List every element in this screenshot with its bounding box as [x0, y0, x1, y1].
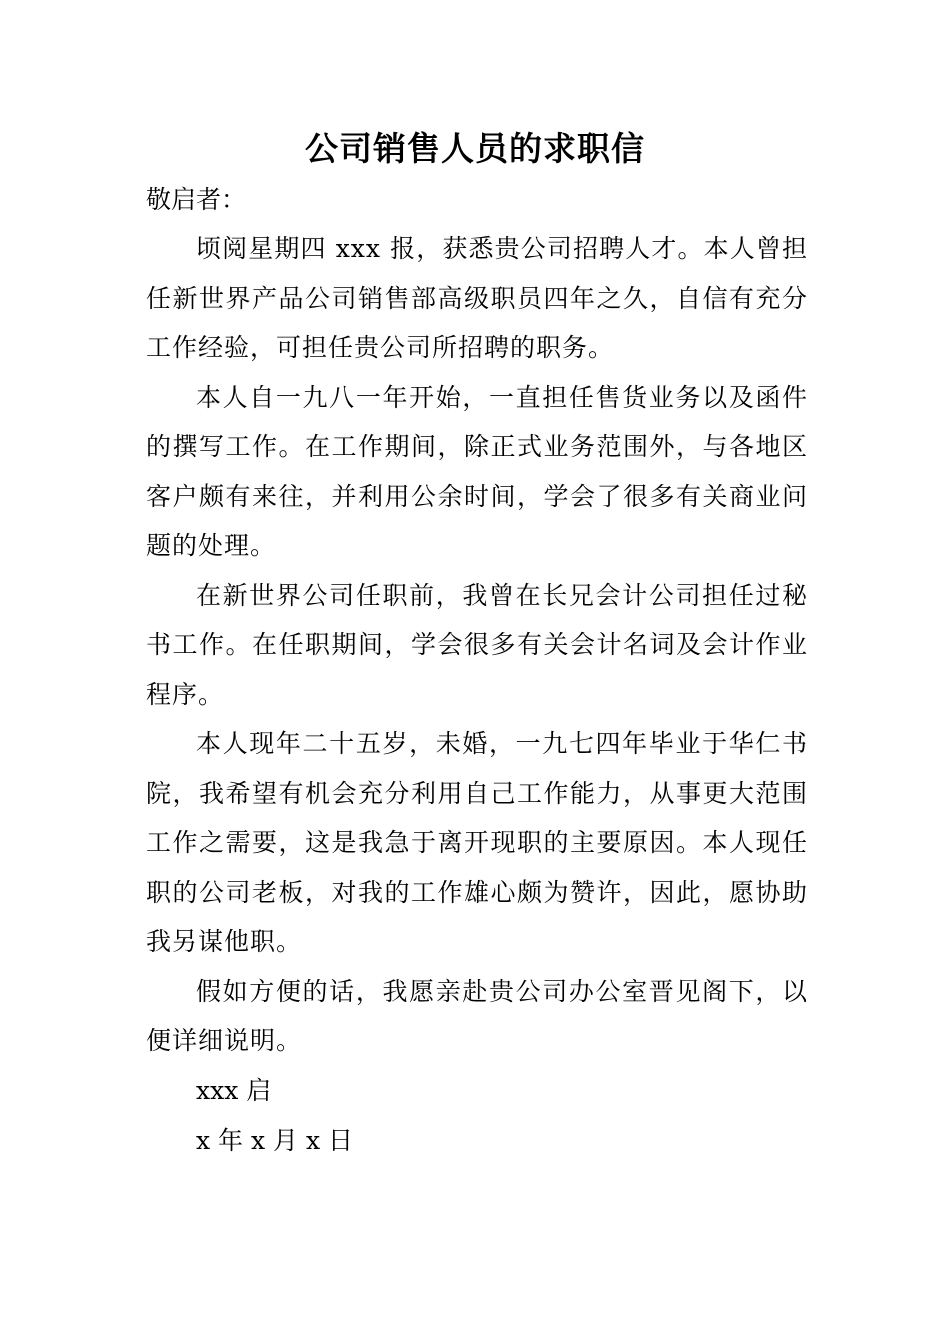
signature: xxx 启 — [196, 1075, 272, 1105]
paragraph-5: 假如方便的话，我愿亲赴贵公司办公室晋见阁下，以便详细说明。 — [146, 976, 808, 1055]
document-title: 公司销售人员的求职信 — [305, 129, 645, 168]
salutation: 敬启者： — [146, 185, 247, 214]
paragraph-1: 顷阅星期四 xxx 报，获悉贵公司招聘人才。本人曾担任新世界产品公司销售部高级职员四年之久，自信有充分工作经验，可担任贵公司所招聘的职务。 — [146, 234, 808, 362]
paragraph-4: 本人现年二十五岁，未婚，一九七四年毕业于华仁书院，我希望有机会充分利用自己工作能力，从事更大范围工作之需要，这是我急于离开现职的主要原因。本人现任职的公司老板，对我的工作雄心颇为赞许，因此，愿协助我另谋他职。 — [146, 729, 808, 956]
paragraph-3: 在新世界公司任职前，我曾在长兄会计公司担任过秘书工作。在任职期间，学会很多有关会计名词及会计作业程序。 — [146, 580, 808, 709]
letter-body — [146, 176, 808, 1166]
paragraph-2: 本人自一九八一年开始，一直担任售货业务以及函件的撰写工作。在工作期间，除正式业务范围外，与各地区客户颇有来往，并利用公余时间，学会了很多有关商业问题的处理。 — [146, 382, 808, 560]
date: x 年 x 月 x 日 — [196, 1125, 354, 1155]
